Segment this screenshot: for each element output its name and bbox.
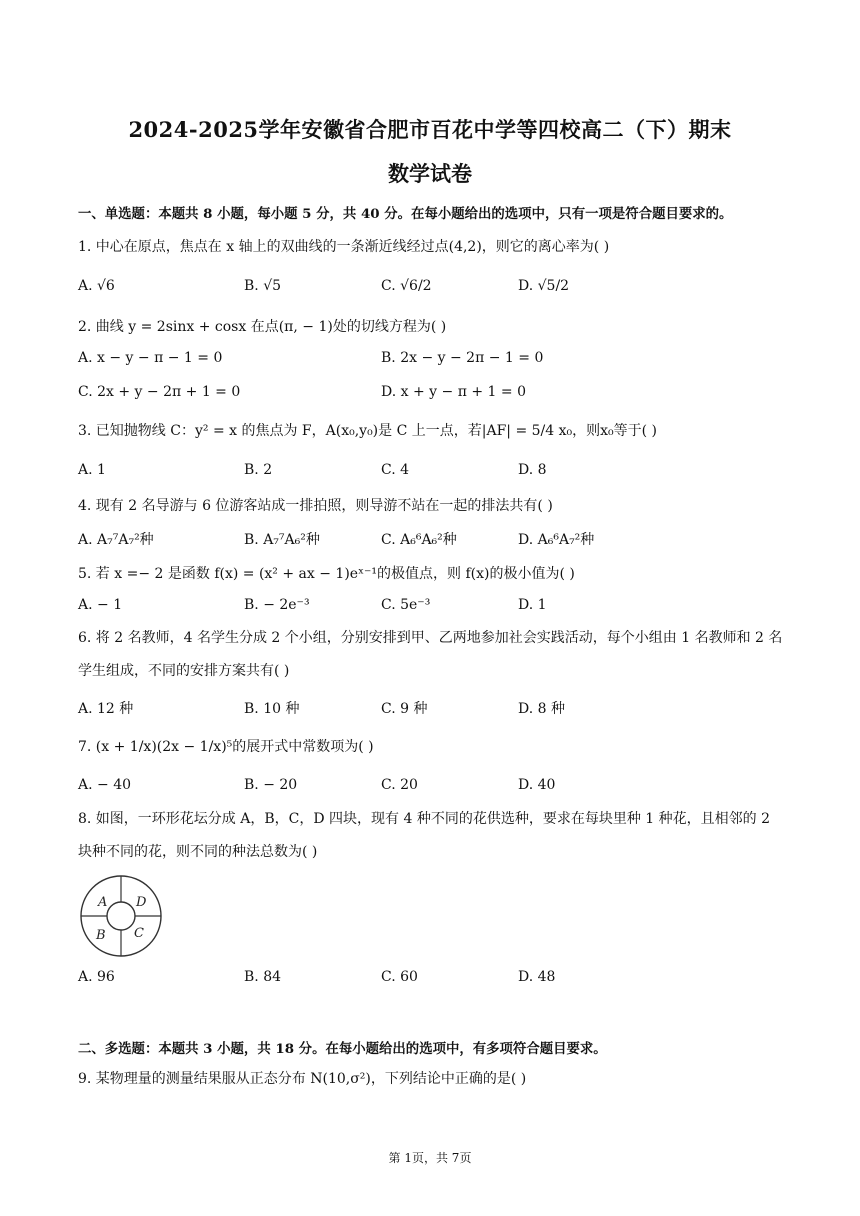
question-8-option-b: B. 84 (244, 969, 282, 985)
question-1-option-b: B. √5 (244, 278, 282, 294)
question-3-option-d: D. 8 (518, 462, 547, 478)
question-5-option-d: D. 1 (518, 597, 547, 613)
question-2-option-d: D. x + y − π + 1 = 0 (381, 384, 526, 400)
question-3-option-b: B. 2 (244, 462, 273, 478)
question-3-option-c: C. 4 (381, 462, 410, 478)
question-5-option-c: C. 5e⁻³ (381, 597, 431, 613)
question-8-option-a: A. 96 (78, 969, 115, 985)
question-6-option-b: B. 10 种 (244, 701, 300, 717)
region-label-a: A (98, 895, 108, 910)
question-6-option-a: A. 12 种 (78, 701, 134, 717)
question-8-stem: 8. 如图，一环形花坛分成 A，B，C，D 四块，现有 4 种不同的花供选种，要求在每块里种 1 种花，且相邻的 2 块种不同的花，则不同的种法总数为( ) (78, 811, 771, 860)
region-label-b: B (96, 928, 106, 943)
question-4-option-a: A. A₇⁷A₇²种 (78, 532, 154, 548)
question-1-option-c: C. √6/2 (381, 278, 432, 294)
exam-subtitle: 数学试卷 (388, 161, 472, 186)
region-label-d: D (136, 895, 147, 910)
question-2-stem: 2. 曲线 y = 2sinx + cosx 在点(π, − 1)处的切线方程为( ) (78, 319, 447, 335)
question-7-option-b: B. − 20 (244, 777, 298, 793)
section-multiple-choice-header: 二、多选题：本题共 3 小题，共 18 分。在每小题给出的选项中，有多项符合题目要求。 (78, 1041, 607, 1057)
question-5-option-a: A. − 1 (78, 597, 123, 613)
question-8-option-c: C. 60 (381, 969, 418, 985)
question-6-option-d: D. 8 种 (518, 701, 565, 717)
question-2-option-a: A. x − y − π − 1 = 0 (78, 350, 223, 366)
page-footer: 第 1页，共 7页 (388, 1151, 472, 1165)
question-2-option-b: B. 2x − y − 2π − 1 = 0 (381, 350, 544, 366)
question-5-stem: 5. 若 x =− 2 是函数 f(x) = (x² + ax − 1)eˣ⁻¹的极值点，则 f(x)的极小值为( ) (78, 566, 575, 582)
question-6-stem: 6. 将 2 名教师，4 名学生分成 2 个小组，分别安排到甲、乙两地参加社会实践活动，每个小组由 1 名教师和 2 名学生组成，不同的安排方案共有( ) (78, 630, 783, 679)
question-1-option-a: A. √6 (78, 278, 115, 294)
question-5-option-b: B. − 2e⁻³ (244, 597, 310, 613)
question-9-stem: 9. 某物理量的测量结果服从正态分布 N(10,σ²)，下列结论中正确的是( ) (78, 1071, 527, 1087)
question-1-option-d: D. √5/2 (518, 278, 570, 294)
question-7-option-a: A. − 40 (78, 777, 132, 793)
question-7-stem: 7. (x + 1/x)(2x − 1/x)⁵的展开式中常数项为( ) (78, 739, 374, 755)
question-8-option-d: D. 48 (518, 969, 556, 985)
question-4-option-d: D. A₆⁶A₇²种 (518, 532, 595, 548)
question-4-option-b: B. A₇⁷A₆²种 (244, 532, 320, 548)
question-1-stem: 1. 中心在原点，焦点在 x 轴上的双曲线的一条渐近线经过点(4,2)，则它的离心率为( ) (78, 239, 610, 255)
question-7-option-c: C. 20 (381, 777, 418, 793)
ring-diagram (78, 873, 164, 959)
region-label-c: C (134, 926, 144, 941)
question-4-stem: 4. 现有 2 名导游与 6 位游客站成一排拍照，则导游不站在一起的排法共有( ) (78, 498, 553, 514)
question-3-option-a: A. 1 (78, 462, 106, 478)
flower-bed-ring-figure (78, 873, 164, 959)
question-6-option-c: C. 9 种 (381, 701, 428, 717)
question-3-stem: 3. 已知抛物线 C：y² = x 的焦点为 F，A(x₀,y₀)是 C 上一点，若|AF| = 5/4 x₀，则x₀等于( ) (78, 423, 658, 439)
question-2-option-c: C. 2x + y − 2π + 1 = 0 (78, 384, 241, 400)
section-single-choice-header: 一、单选题：本题共 8 小题，每小题 5 分，共 40 分。在每小题给出的选项中，只有一项是符合题目要求的。 (78, 206, 733, 222)
question-4-option-c: C. A₆⁶A₆²种 (381, 532, 457, 548)
question-7-option-d: D. 40 (518, 777, 556, 793)
exam-title: 2024-2025学年安徽省合肥市百花中学等四校高二（下）期末 (128, 117, 732, 142)
